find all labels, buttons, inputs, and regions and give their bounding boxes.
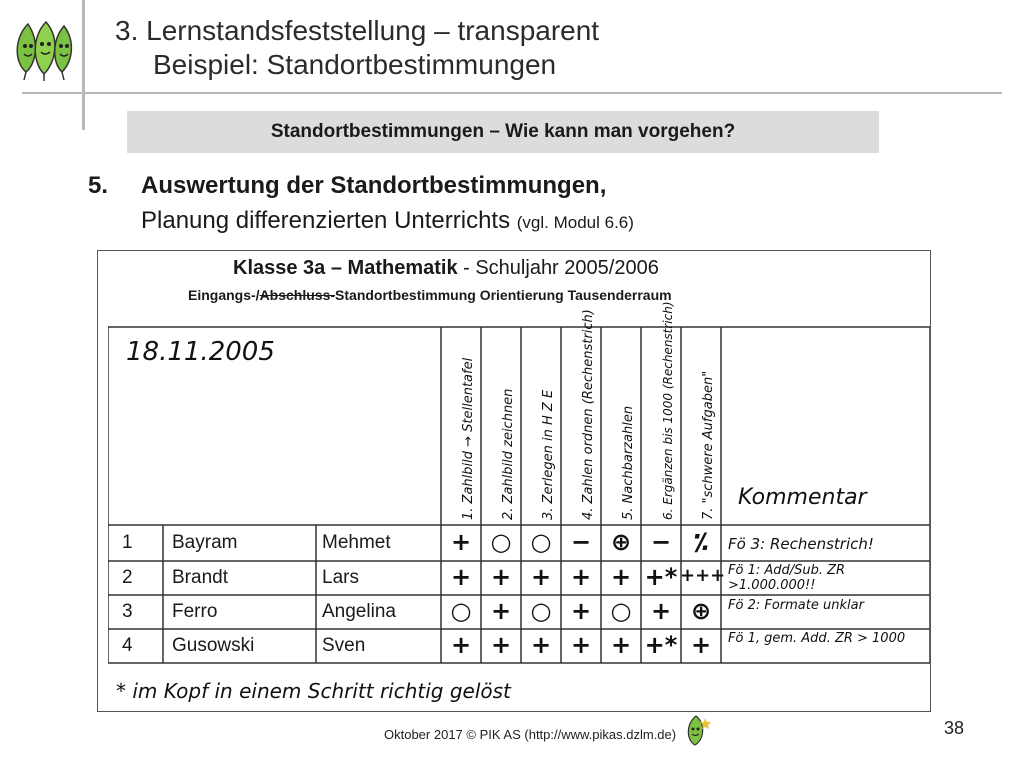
sheet-subtitle [188,287,672,303]
row-4-number: 4 [122,635,133,656]
row-2-comment: Fö 1: Add/Sub. ZR >1.000.000!! [728,563,846,593]
row-3-mark-7: ⊕ [690,597,712,625]
row-1-mark-6: − [650,528,672,556]
handwritten-footnote: * im Kopf in einem Schritt richtig gelöst [116,679,511,703]
row-2-mark-6: +* [644,563,678,591]
sheet-subtitle-struck: Abschluss- [259,287,336,303]
sheet-title [233,257,659,280]
column-header-5: 5. Nachbarzahlen [621,405,636,520]
row-3-mark-2: + [490,597,512,625]
row-2-mark-7: +++ [680,565,726,586]
row-3-lastname: Ferro [172,601,218,622]
row-1-mark-3: ○ [530,528,552,556]
slide-title [115,14,599,82]
section-heading-text: Planung differenzierten Unterrichts [141,207,511,234]
row-1-mark-1: + [450,528,472,556]
row-3-mark-3: ○ [530,597,552,625]
row-2-mark-5: + [610,563,632,591]
section-heading-bold: Auswertung der Standortbestimmungen, [141,172,607,199]
column-header-2: 2. Zahlbild zeichnen [501,388,516,520]
sheet-title-regular: - Schuljahr 2005/2006 [463,257,659,279]
row-4-mark-1: + [450,631,472,659]
row-4-lastname: Gusowski [172,635,255,656]
row-3-number: 3 [122,601,133,622]
row-4-mark-7: + [690,631,712,659]
frame-vertical-line [82,0,85,130]
scanned-evaluation-sheet [97,250,931,712]
row-2-mark-1: + [450,563,472,591]
column-header-1: 1. Zahlbild → Stellentafel [461,357,476,520]
leaf-figure-logo-icon [682,714,712,748]
section-banner: Standortbestimmungen – Wie kann man vorgehen? [127,111,879,153]
section-number: 5. [88,172,109,199]
column-header-6: 6. Ergänzen bis 1000 (Rechenstrich) [661,301,675,520]
sheet-title-bold: Klasse 3a – Mathematik [233,257,458,279]
section-heading-regular [141,207,634,235]
row-1-lastname: Bayram [172,532,238,553]
comment-column-header: Kommentar [738,485,867,510]
column-header-4: 4. Zahlen ordnen (Rechenstrich) [581,309,596,520]
row-1-comment: Fö 3: Rechenstrich! [728,535,874,553]
row-4-mark-2: + [490,631,512,659]
row-4-mark-4: + [570,631,592,659]
row-3-mark-5: ○ [610,597,632,625]
row-1-firstname: Mehmet [322,532,391,553]
section-heading-ref: (vgl. Modul 6.6) [516,213,634,232]
footer-text: Oktober 2017 © PIK AS (http://www.pikas.dzlm.de) [384,727,677,742]
row-1-mark-2: ○ [490,528,512,556]
row-4-comment: Fö 1, gem. Add. ZR > 1000 [728,631,906,646]
row-3-mark-4: + [570,597,592,625]
row-2-mark-4: + [570,563,592,591]
column-header-3: 3. Zerlegen in H Z E [541,389,556,520]
row-2-mark-2: + [490,563,512,591]
title-line-2: Beispiel: Standortbestimmungen [153,49,557,80]
column-header-7: 7. "schwere Aufgaben" [701,370,716,520]
row-2-firstname: Lars [322,567,359,588]
row-2-lastname: Brandt [172,567,228,588]
row-2-number: 2 [122,567,133,588]
row-4-mark-3: + [530,631,552,659]
row-4-mark-6: +* [644,631,678,659]
title-line-1: 3. Lernstandsfeststellung – transparent [115,15,600,46]
sheet-subtitle-a: Eingangs-/ [188,287,260,303]
sheet-subtitle-b: Standortbestimmung Orientierung Tausenderraum [335,287,672,303]
row-4-mark-5: + [610,631,632,659]
row-3-comment: Fö 2: Formate unklar [728,598,864,613]
row-4-firstname: Sven [322,635,366,656]
row-1-mark-4: − [570,528,592,556]
row-3-mark-6: + [650,597,672,625]
row-1-mark-5: ⊕ [610,528,632,556]
row-3-firstname: Angelina [322,601,396,622]
row-2-mark-3: + [530,563,552,591]
frame-horizontal-line [22,92,1002,94]
row-1-mark-7: ⁒ [694,528,708,556]
row-1-number: 1 [122,532,133,553]
row-3-mark-1: ○ [450,597,472,625]
page-number: 38 [944,718,965,738]
handwritten-date: 18.11.2005 [126,337,275,367]
leaf-figures-logo-icon [10,18,82,82]
evaluation-table [108,301,930,665]
